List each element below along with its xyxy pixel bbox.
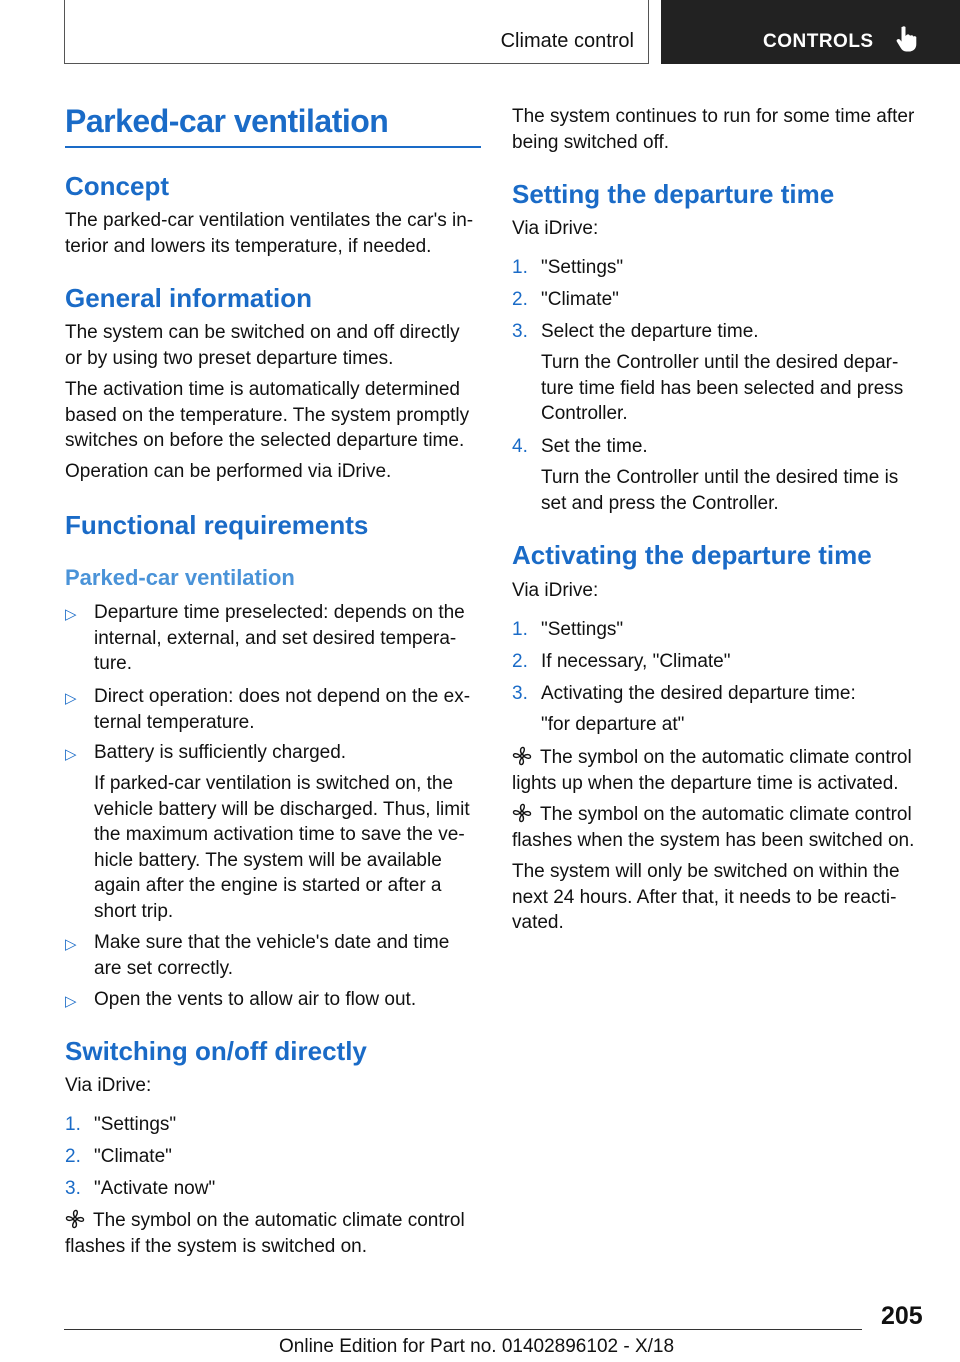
- step-text: Select the departure time.: [541, 321, 759, 342]
- bullet-item: Open the vents to allow air to flow out.: [94, 989, 417, 1010]
- step-number: 1.: [512, 257, 528, 278]
- activating-closing: The system will only be switched on within the next 24 hours. After that, it needs to be reacti- vated.: [512, 861, 900, 933]
- activating-heading: Activating the departure time: [512, 540, 872, 570]
- fan-icon: [512, 746, 532, 766]
- step-number: 2.: [512, 651, 528, 672]
- bullet-marker: ▷: [65, 606, 77, 623]
- step-number: 2.: [65, 1146, 81, 1167]
- step-number: 2.: [512, 289, 528, 310]
- bullet-item-note: If parked-car ventilation is switched on, the vehicle battery will be discharged. Thus, limit the maximum activation time to save the ve- hicle battery. The system will be available again after the engine is started or after a short trip.: [94, 773, 470, 922]
- step-text: Set the time.: [541, 436, 648, 457]
- step-text: Activating the desired departure time:: [541, 683, 856, 704]
- page-number: 205: [881, 1302, 923, 1330]
- header-chapter-title: CONTROLS: [763, 31, 874, 52]
- general-p2: The activation time is automatically determined based on the temperature. The system promptly switches on before the selected departure time.: [65, 379, 470, 451]
- bullet-marker: ▷: [65, 746, 77, 763]
- step-subtext: Turn the Controller until the desired time is set and press the Controller.: [541, 467, 899, 514]
- intro-text: The system continues to run for some time after being switched off.: [512, 106, 915, 153]
- step-number: 3.: [65, 1178, 81, 1199]
- step-number: 4.: [512, 436, 528, 457]
- direct-heading: Switching on/off directly: [65, 1036, 367, 1066]
- bullet-item: Departure time preselected: depends on the internal, external, and set desired tempera- ture.: [94, 602, 465, 674]
- step-number: 1.: [512, 619, 528, 640]
- bullet-marker: ▷: [65, 690, 77, 707]
- step-text: "Settings": [94, 1114, 177, 1135]
- pointing-hand-icon: [895, 25, 919, 53]
- functional-subheading: Parked-car ventilation: [65, 565, 295, 590]
- step-number: 1.: [65, 1114, 81, 1135]
- activating-via: Via iDrive:: [512, 580, 599, 601]
- fan-icon: [512, 803, 532, 823]
- step-text: "Activate now": [94, 1178, 216, 1199]
- bullet-marker: ▷: [65, 993, 77, 1010]
- step-text: "Settings": [541, 619, 624, 640]
- step-subtext: Turn the Controller until the desired depar- ture time field has been selected and press Controller.: [541, 352, 904, 424]
- header-section-box: [64, 0, 649, 64]
- step-subtext: "for departure at": [541, 714, 685, 735]
- activating-note1: The symbol on the automatic climate control lights up when the departure time is activated.: [512, 747, 912, 794]
- step-text: "Climate": [94, 1146, 172, 1167]
- bullet-item: Direct operation: does not depend on the ex- ternal temperature.: [94, 686, 471, 733]
- bullet-marker: ▷: [65, 936, 77, 953]
- step-text: "Climate": [541, 289, 619, 310]
- fan-icon: [65, 1209, 85, 1229]
- general-p1: The system can be switched on and off directly or by using two preset departure times.: [65, 322, 460, 369]
- header-section-title: Climate control: [500, 30, 634, 52]
- concept-text: The parked-car ventilation ventilates the car's in- terior and lowers its temperature, if needed.: [65, 210, 474, 257]
- bullet-item: Battery is sufficiently charged.: [94, 742, 347, 763]
- page-title: Parked-car ventilation: [65, 103, 389, 139]
- step-number: 3.: [512, 683, 528, 704]
- general-p3: Operation can be performed via iDrive.: [65, 461, 392, 482]
- step-text: "Settings": [541, 257, 624, 278]
- footer-rule: [64, 1329, 862, 1330]
- title-rule: [65, 146, 481, 148]
- header-chapter-box: [661, 0, 960, 64]
- bullet-item: Make sure that the vehicle's date and time are set correctly.: [94, 932, 450, 979]
- footer-edition: Online Edition for Part no. 01402896102 - X/18: [279, 1336, 675, 1357]
- direct-note: The symbol on the automatic climate control flashes if the system is switched on.: [65, 1210, 465, 1257]
- functional-heading: Functional requirements: [65, 510, 369, 540]
- step-text: If necessary, "Climate": [541, 651, 731, 672]
- step-number: 3.: [512, 321, 528, 342]
- concept-heading: Concept: [65, 171, 169, 201]
- general-heading: General information: [65, 283, 313, 313]
- activating-note2: The symbol on the automatic climate control flashes when the system has been switched on.: [512, 804, 915, 851]
- setting-heading: Setting the departure time: [512, 179, 835, 209]
- setting-via: Via iDrive:: [512, 218, 599, 239]
- direct-via: Via iDrive:: [65, 1075, 152, 1096]
